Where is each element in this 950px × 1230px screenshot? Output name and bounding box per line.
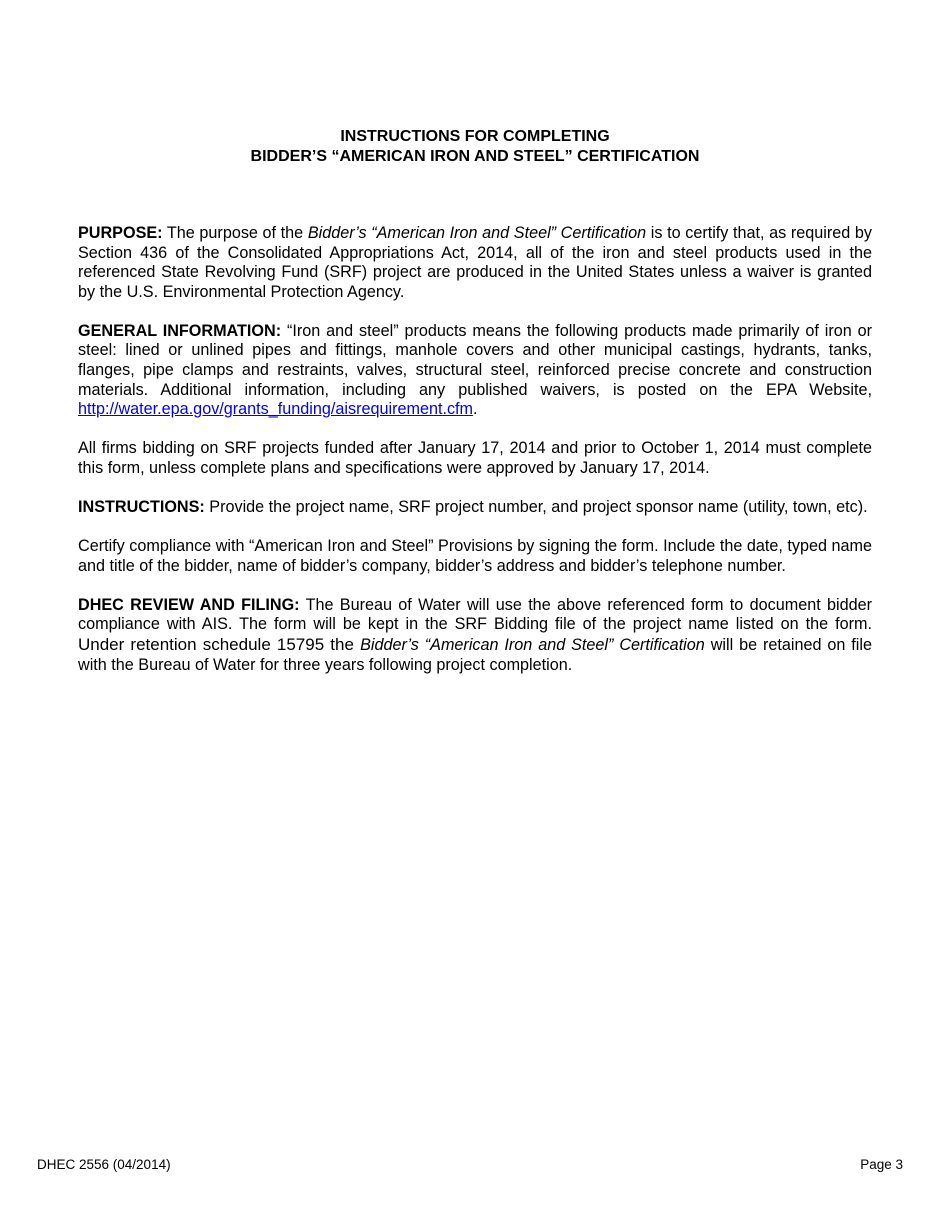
epa-website-link[interactable]: http://water.epa.gov/grants_funding/aisrequirement.cfm [78,400,474,419]
review-filing-text-a: The Bureau of Water will use the above referenced form to document bidder compliance with AIS. The form will be kept in the SRF Bidding file of the project name listed on the form. [78,595,873,634]
document-body [78,224,872,695]
instructions-paragraph [78,498,872,518]
purpose-text-b: is to certify that, as required by Section 436 of the Consolidated Appropriations Act, 2014, all of the iron and steel products used in the referenced State Revolving Fund (SRF) project are produced in the United States unless a waiver is granted by the U.S. Environmental Protection Agency. [78,224,872,301]
instructions-heading: INSTRUCTIONS: [78,498,205,517]
title-line-1: INSTRUCTIONS FOR COMPLETING [340,128,610,145]
purpose-heading: PURPOSE: [78,224,163,242]
review-filing-paragraph [78,596,872,675]
instructions-text: Provide the project name, SRF project number, and project sponsor name (utility, town, etc). [204,498,868,517]
footer-form-id: DHEC 2556 (04/2014) [37,1157,171,1172]
review-filing-text-big: Under retention schedule 15795 the [78,635,361,654]
review-filing-heading: DHEC REVIEW AND FILING: [78,595,300,614]
document-title [78,127,872,167]
footer-page-number: Page 3 [860,1157,903,1172]
general-information-paragraph [78,322,872,420]
general-information-text: “Iron and steel” products means the following products made primarily of iron or steel: lined or unlined pipes and fittings, manhole covers and other municipal castings, hydrants, tanks, flanges, pipe clamps and restraints, valves, structural steel, reinforced precise concrete and construction materials. Additional information, including any published waivers, is posted on the EPA Website, [78,321,873,399]
firms-paragraph: All firms bidding on SRF projects funded after January 17, 2014 and prior to October 1, 2014 must complete this form, unless complete plans and specifications were approved by January 17, 2014. [78,439,872,477]
review-filing-form-name: Bidder’s “American Iron and Steel” Certification [360,636,705,654]
review-filing-text-b: will be retained on file with the Bureau of Water for three years following project completion. [78,636,872,674]
title-line-2: BIDDER’S “AMERICAN IRON AND STEEL” CERTIFICATION [250,148,700,165]
general-information-heading: GENERAL INFORMATION: [78,321,282,340]
certify-paragraph: Certify compliance with “American Iron and Steel” Provisions by signing the form. Include the date, typed name and title of the bidder, name of bidder’s company, bidder’s address and bidder’s telephone number. [78,537,872,575]
general-information-after-link: . [473,400,478,419]
purpose-form-name: Bidder’s “American Iron and Steel” Certification [307,224,647,242]
purpose-paragraph [78,224,872,302]
purpose-text-a: The purpose of the [162,224,308,242]
